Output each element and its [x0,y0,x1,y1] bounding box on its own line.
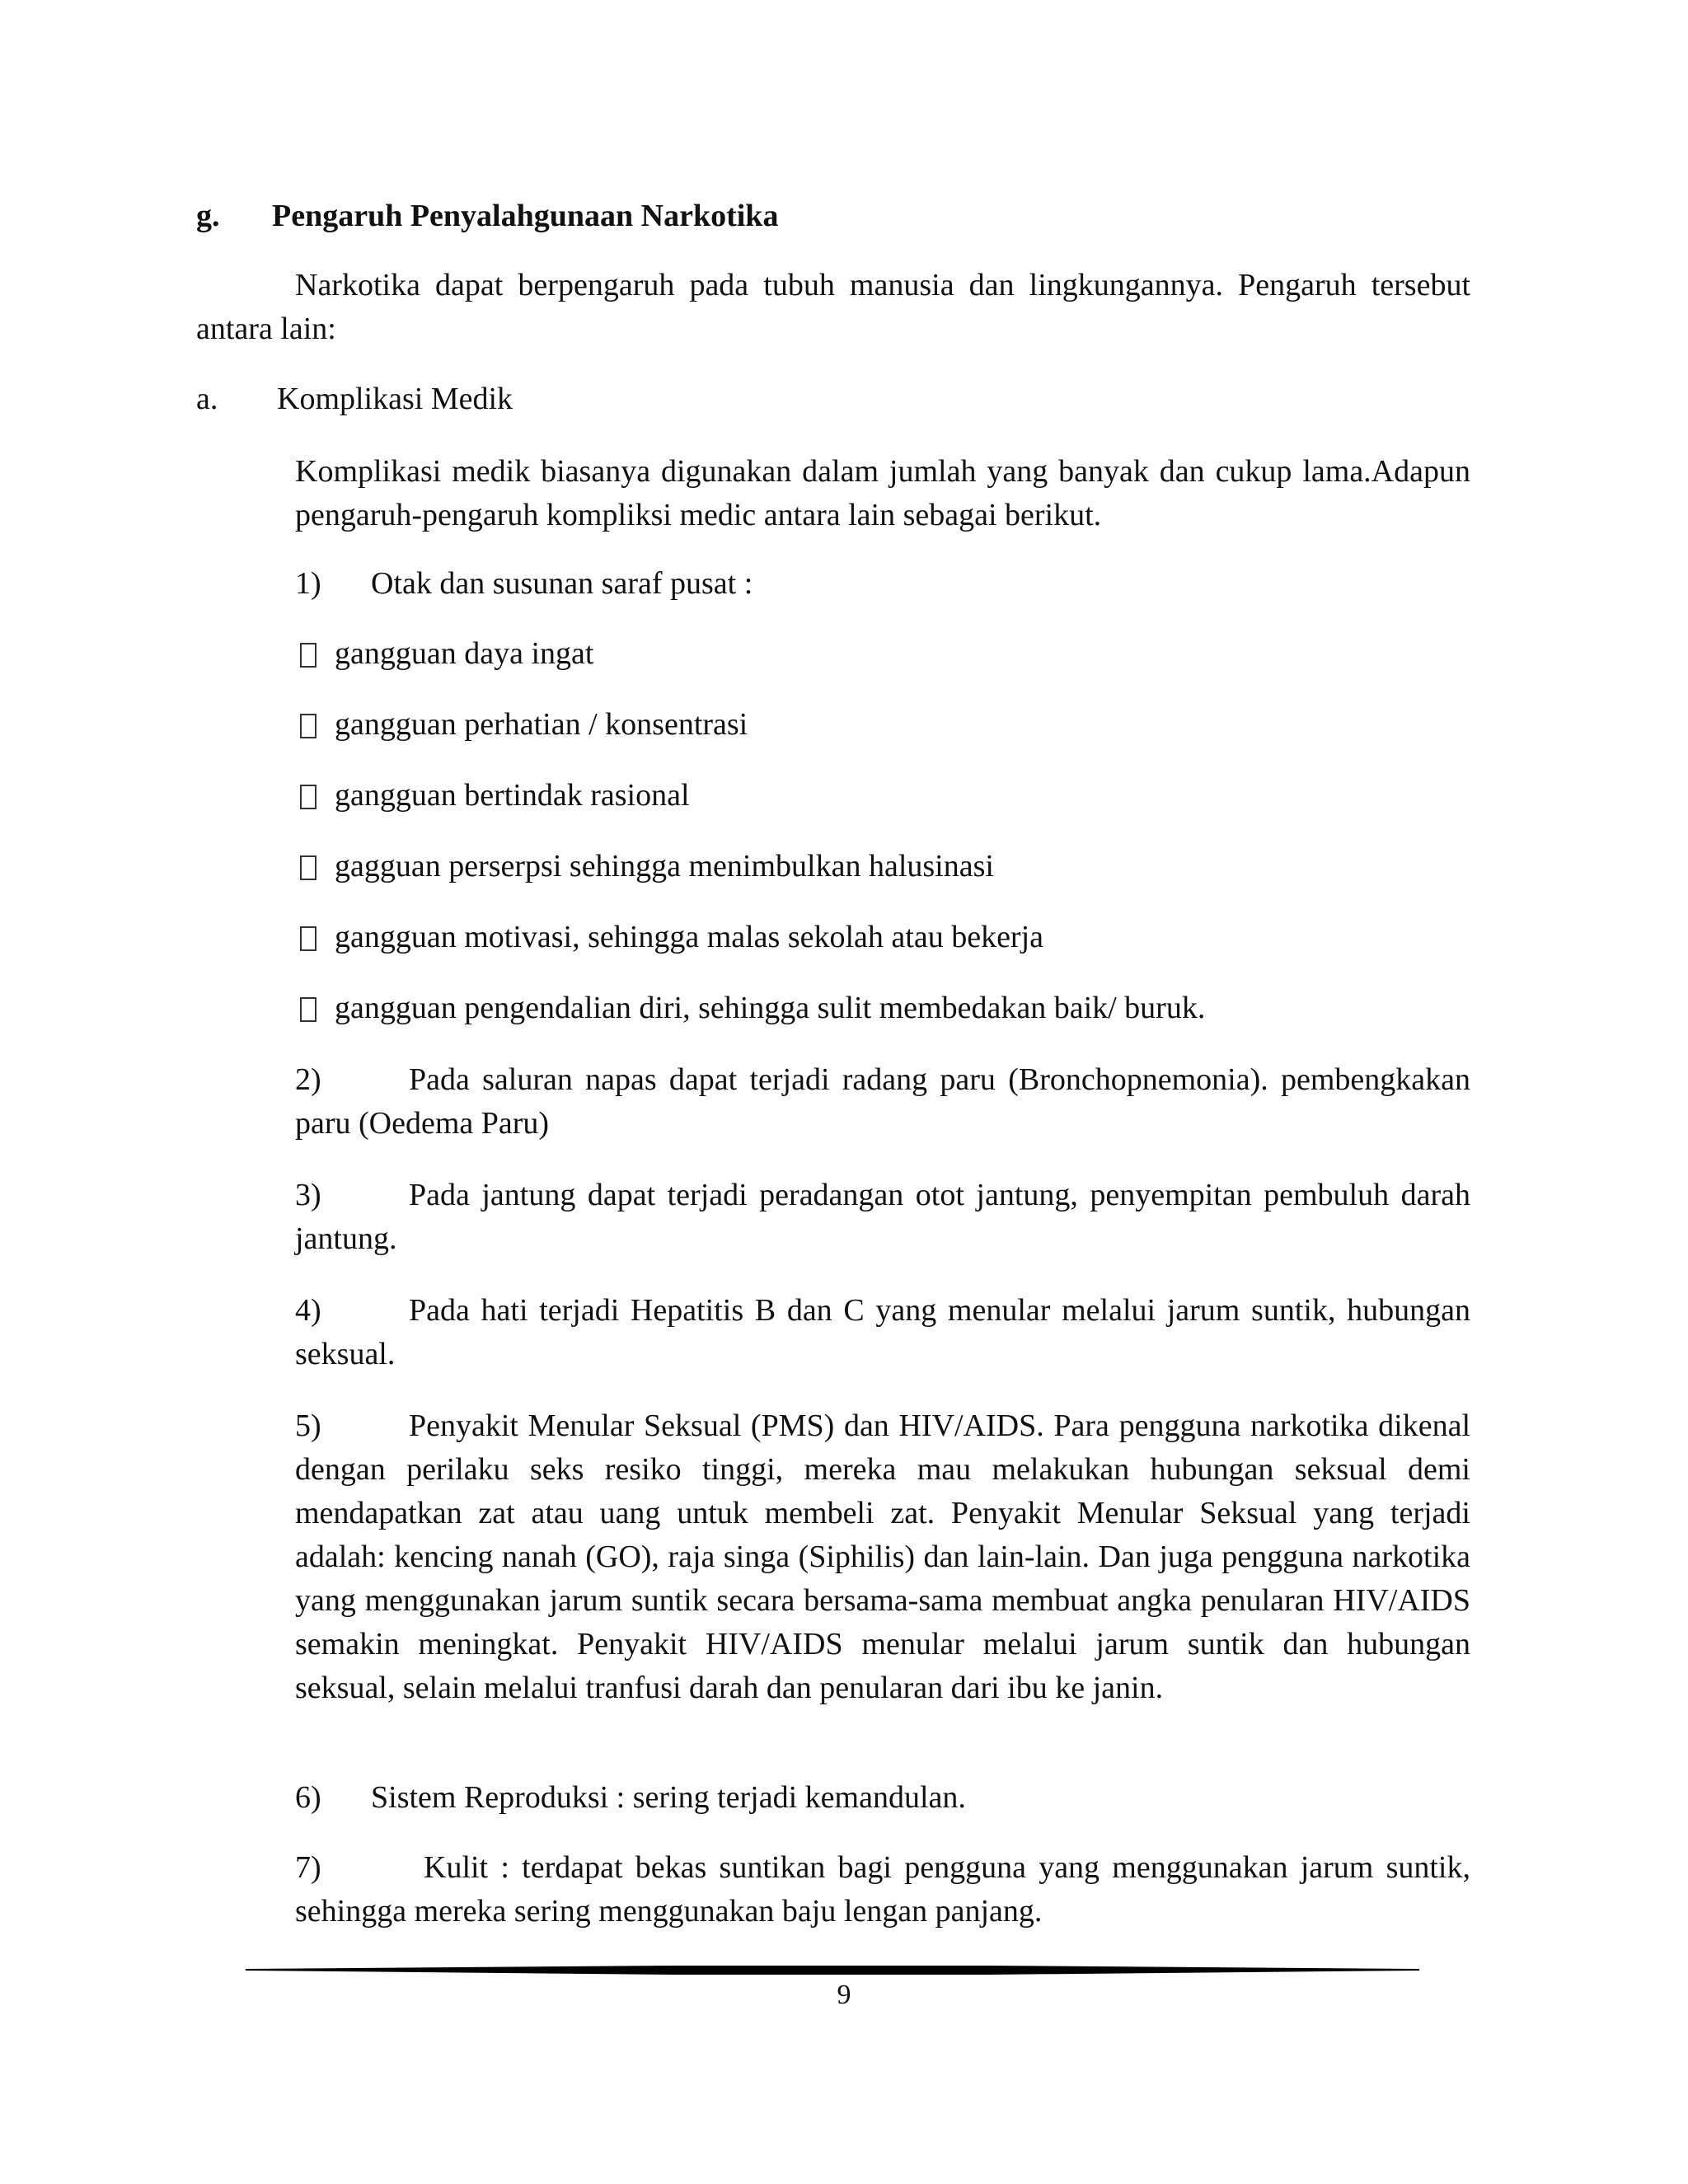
item-number: 7) [295,1850,321,1885]
list-item [295,916,1470,987]
bullet-text: gangguan bertindak rasional [335,778,690,813]
bullet-text: gagguan perserpsi sehingga menimbulkan halusinasi [335,849,994,883]
item-text: Pada hati terjadi Hepatitis B dan C yang menular melalui jarum suntik, hubungan seksual. [295,1293,1470,1371]
medik-paragraph: Komplikasi medik biasanya digunakan dalam jumlah yang banyak dan cukup lama.Adapun pengaruh-pengaruh kompliksi medic antara lain sebagai berikut. [295,454,1470,532]
numbered-item-6 [295,1776,966,1820]
item-text: Pada saluran napas dapat terjadi radang paru (Bronchopnemonia). pembengkakan paru (Oedema Paru) [295,1062,1470,1141]
numbered-item-4 [295,1289,1470,1376]
bullet-text: gangguan perhatian / konsentrasi [335,707,748,742]
checkbox-bullet-icon [300,997,316,1022]
page-number: 9 [837,1980,851,2010]
bullet-text: gangguan pengendalian diri, sehingga sulit membedakan baik/ buruk. [335,991,1206,1025]
item-text: Kulit : terdapat bekas suntikan bagi pengguna yang menggunakan jarum suntik, sehingga mereka sering menggunakan baju lengan panjang. [295,1850,1470,1929]
footer-divider [246,1963,1419,1976]
list-item [295,774,1470,845]
list-item [295,845,1470,916]
item-number: 5) [295,1408,321,1443]
bullet-text: gangguan daya ingat [335,636,594,671]
section-title: Pengaruh Penyalahgunaan Narkotika [272,199,779,233]
numbered-item-2 [295,1058,1470,1146]
item-number: 1) [295,566,321,601]
checkbox-bullet-icon [300,785,316,809]
item-text: Otak dan susunan saraf pusat : [371,566,753,601]
checkbox-bullet-icon [300,643,316,668]
numbered-item-1 [295,562,753,606]
item-number: 3) [295,1178,321,1212]
subsection-heading [196,377,513,421]
checkbox-bullet-icon [300,855,316,880]
checkbox-bullet-icon [300,714,316,738]
subsection-title: Komplikasi Medik [277,382,513,416]
item-number: 6) [295,1780,321,1815]
item-text: Sistem Reproduksi : sering terjadi kemandulan. [371,1780,966,1815]
numbered-item-7 [295,1846,1470,1933]
item-text: Pada jantung dapat terjadi peradangan otot jantung, penyempitan pembuluh darah jantung. [295,1178,1470,1256]
checkbox-bullet-icon [300,926,316,951]
list-item [295,632,1470,703]
intro-paragraph: Narkotika dapat berpengaruh pada tubuh manusia dan lingkungannya. Pengaruh tersebut antara lain: [196,268,1470,346]
subsection-letter: a. [196,382,218,416]
section-heading [196,194,778,238]
list-item [295,987,1470,1057]
numbered-item-3 [295,1174,1470,1261]
bullet-list [295,632,1470,1057]
item-text: Penyakit Menular Seksual (PMS) dan HIV/AIDS. Para pengguna narkotika dikenal dengan perilaku seks resiko tinggi, mereka mau melakukan hubungan seksual demi mendapatkan zat atau uang untuk membeli zat. Penyakit Menular Seksual yang terjadi adalah: kencing nanah (GO), raja singa (Siphilis) dan lain-lain. Dan juga pengguna narkotika yang menggunakan jarum suntik secara bersama-sama membuat angka penularan HIV/AIDS semakin meningkat. Penyakit HIV/AIDS menular melalui jarum suntik dan hubungan seksual, selain melalui tranfusi darah dan penularan dari ibu ke janin. [295,1408,1470,1705]
list-item [295,703,1470,774]
bullet-text: gangguan motivasi, sehingga malas sekolah atau bekerja [335,920,1044,954]
item-number: 4) [295,1293,321,1328]
item-number: 2) [295,1062,321,1097]
numbered-item-5 [295,1404,1470,1710]
section-letter: g. [196,199,220,233]
